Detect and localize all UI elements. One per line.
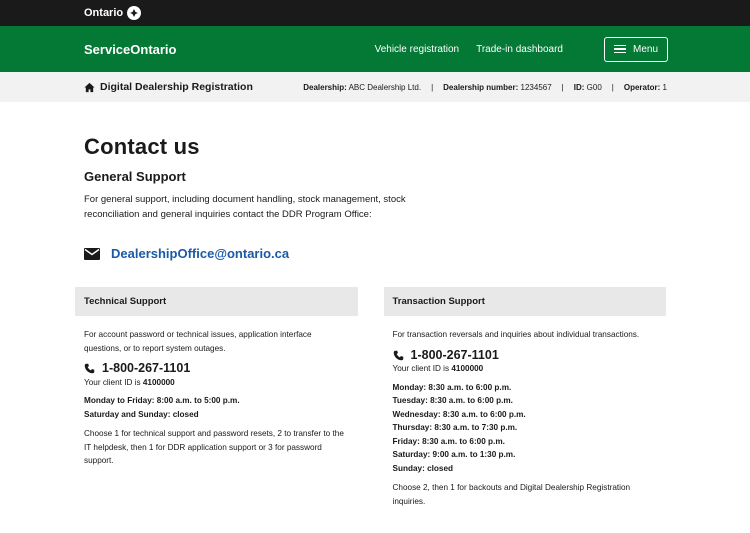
- transaction-instructions: Choose 2, then 1 for backouts and Digital Dealership Registration inquiries.: [392, 483, 631, 506]
- transaction-client-id: Your client ID is 4100000: [392, 364, 484, 373]
- transaction-support-card: [384, 287, 667, 515]
- technical-support-card: [75, 287, 358, 515]
- home-icon: [84, 82, 95, 93]
- dealership-number: Dealership number: 1234567: [443, 82, 552, 92]
- dealership-bar: [0, 72, 750, 102]
- hours-line: Saturday and Sunday: closed: [84, 409, 199, 419]
- app-title-text: Digital Dealership Registration: [100, 81, 253, 93]
- hours-line: Tuesday: 8:30 a.m. to 6:00 p.m.: [392, 396, 513, 405]
- trillium-icon: [127, 6, 141, 20]
- hours-line: Saturday: 9:00 a.m. to 1:30 p.m.: [392, 450, 516, 459]
- ontario-logo[interactable]: [84, 6, 141, 20]
- transaction-support-heading: Transaction Support: [384, 287, 667, 316]
- operator: Operator: 1: [623, 82, 667, 92]
- app-title[interactable]: [84, 81, 303, 93]
- transaction-phone[interactable]: [393, 349, 658, 363]
- ontario-logo-text: Ontario: [84, 7, 124, 19]
- ontario-top-bar: [0, 0, 750, 26]
- phone-icon: [84, 363, 95, 374]
- dealership-name: Dealership: ABC Dealership Ltd.: [303, 82, 422, 92]
- separator: |: [611, 82, 614, 92]
- service-header: [0, 26, 750, 72]
- phone-number: 1-800-267-1101: [102, 361, 191, 375]
- technical-hours: [84, 394, 349, 421]
- main-nav: [358, 37, 668, 62]
- hours-line: Friday: 8:30 a.m. to 6:00 p.m.: [392, 436, 505, 446]
- phone-icon: [393, 350, 404, 361]
- hours-line: Monday: 8:30 a.m. to 6:00 p.m.: [392, 382, 512, 392]
- email-row: [84, 246, 666, 261]
- support-cards: [75, 287, 666, 515]
- technical-support-heading: Technical Support: [75, 287, 358, 316]
- hours-line: Sunday: closed: [392, 463, 454, 473]
- technical-client-id: Your client ID is 4100000: [84, 377, 175, 387]
- page-title: Contact us: [84, 134, 200, 159]
- hours-line: Thursday: 8:30 a.m. to 7:30 p.m.: [392, 423, 518, 432]
- separator: |: [561, 82, 564, 92]
- hours-line: Monday to Friday: 8:00 a.m. to 5:00 p.m.: [84, 396, 240, 405]
- menu-label: Menu: [632, 43, 658, 55]
- technical-phone[interactable]: [84, 362, 349, 376]
- email-link[interactable]: DealershipOffice@ontario.ca: [111, 246, 290, 261]
- phone-number: 1-800-267-1101: [410, 347, 499, 362]
- envelope-icon: [84, 248, 100, 260]
- transaction-hours: [393, 381, 658, 476]
- main-content: [0, 134, 750, 515]
- transaction-description: For transaction reversals and inquiries about individual transactions.: [392, 330, 640, 339]
- nav-trade-in-dashboard[interactable]: Trade-in dashboard: [476, 43, 563, 55]
- dealership-meta: [303, 83, 667, 92]
- technical-description: For account password or technical issues, application interface questions, or to report system outages.: [84, 330, 312, 353]
- nav-vehicle-registration[interactable]: Vehicle registration: [374, 43, 460, 55]
- technical-instructions: Choose 1 for technical support and password resets, 2 to transfer to the IT helpdesk, then 1 for DDR application support or 3 for password support.: [84, 429, 344, 465]
- general-support-text: For general support, including document handling, stock management, stock reconciliation and general inquiries contact the DDR Program Office:: [84, 194, 406, 220]
- separator: |: [431, 82, 434, 92]
- menu-button[interactable]: [604, 37, 668, 62]
- dealer-id: ID: G00: [573, 82, 602, 92]
- general-support-heading: General Support: [84, 169, 186, 184]
- brand-title[interactable]: ServiceOntario: [84, 41, 177, 57]
- hours-line: Wednesday: 8:30 a.m. to 6:00 p.m.: [392, 409, 526, 419]
- hamburger-icon: [614, 45, 626, 54]
